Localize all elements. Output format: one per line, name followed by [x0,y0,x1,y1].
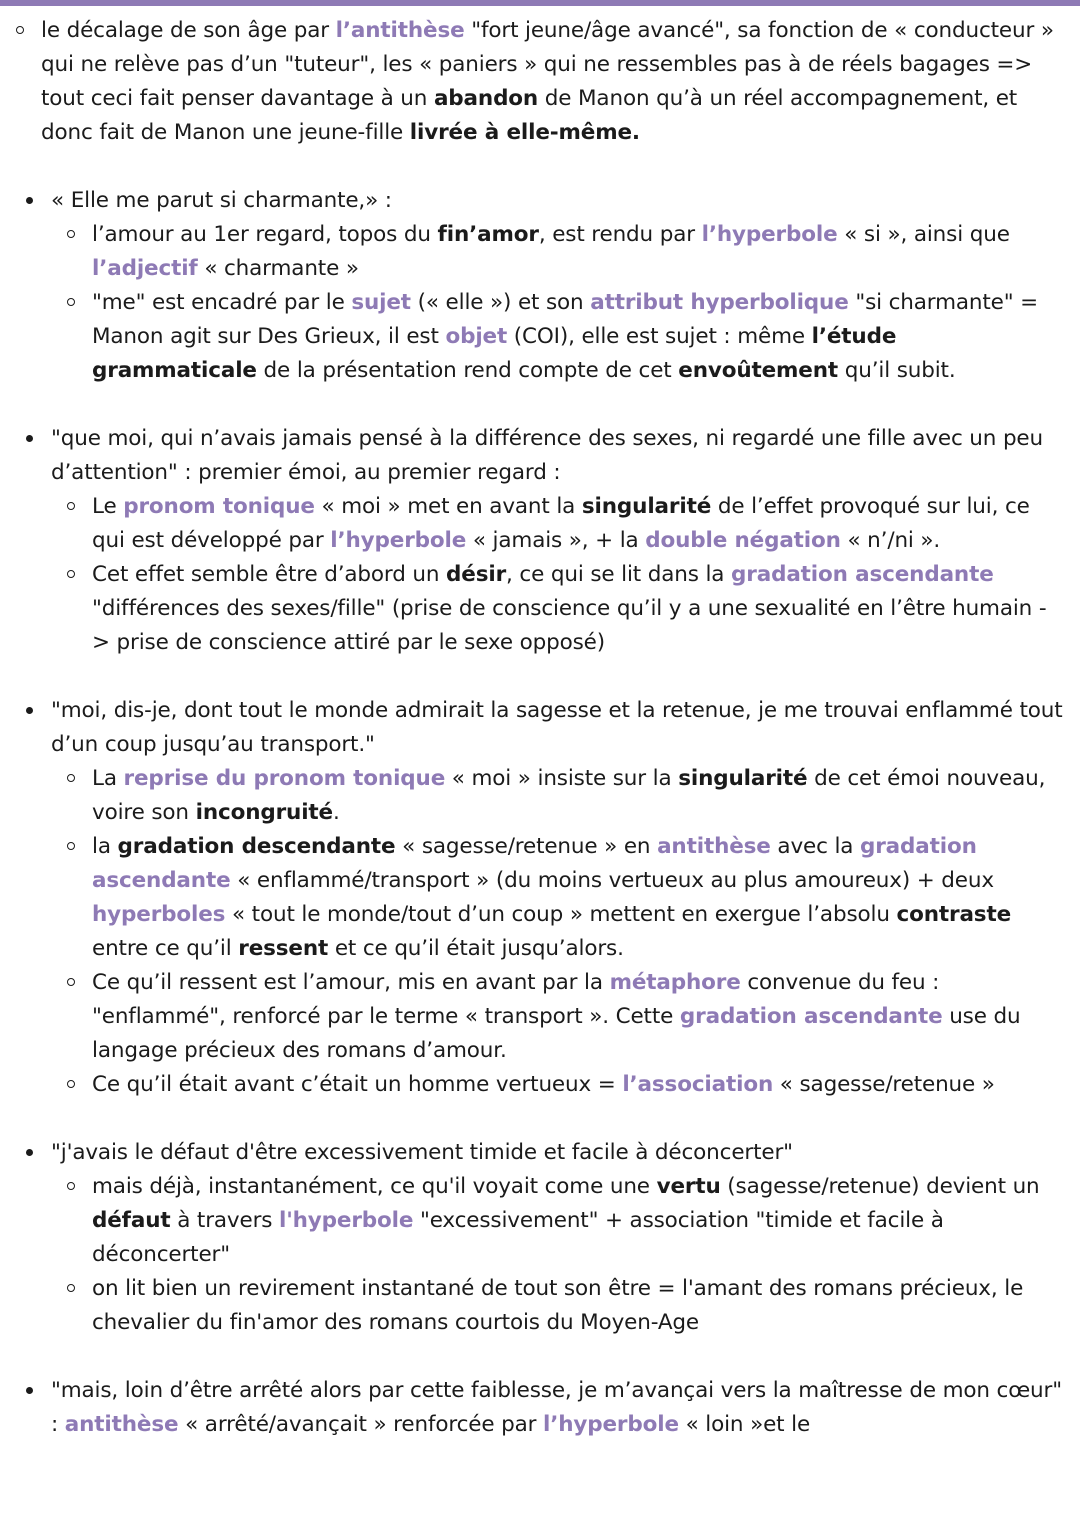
text-run: mais déjà, instantanément, ce qu'il voyait come une [92,1174,657,1199]
text-run: "fort jeune/âge avancé", sa fonction de « conducteur » qui ne relève pas d’un "tuteur", les « paniers » qui ne ressembles pas à de réels bagages => tout ceci fait penser davantage à un [41,18,1054,111]
text-run: "différences des sexes/fille" (prise de conscience qu’il y a une sexualité en l’être humain -> prise de conscience attiré par le sexe opposé) [92,596,1047,655]
highlighted-term: gradation ascendante [92,834,977,893]
highlighted-term: l’adjectif [92,256,198,281]
bullet-list [0,184,1080,1442]
text-run: « jamais », + la [466,528,646,553]
highlighted-term: l’hyperbole [330,528,467,553]
sub-bullet-item [0,762,1070,830]
sub-bullet-list [51,218,1070,388]
text-run: « moi » insiste sur la [445,766,679,791]
text-run: "mais, loin d’être arrêté alors par cette faiblesse, je m’avançai vers la maîtresse de mon cœur" : [51,1378,1062,1437]
sub-bullet-item [0,490,1070,558]
text-run: « sagesse/retenue » en [395,834,658,859]
sub-bullet-item [0,966,1070,1068]
bold-term: vertu [656,1174,721,1199]
text-run: . [333,800,340,825]
bullet-quote [51,694,1070,762]
bullet-item [0,1136,1080,1340]
bold-term: l’étude grammaticale [92,324,897,383]
text-run: de la présentation rend compte de cet [256,358,679,383]
bold-term: désir [446,562,507,587]
text-run: « n’/ni ». [840,528,941,553]
bullet-item [0,1374,1080,1442]
text-run: convenue du feu : "enflammé", renforcé par le terme « transport ». Cette [92,970,940,1029]
sub-bullet-item [0,1272,1070,1340]
text-run: Ce qu’il ressent est l’amour, mis en avant par la [92,970,610,995]
bold-term: contraste [896,902,1012,927]
bullet-quote [51,422,1070,490]
text-run: on lit bien un revirement instantané de tout son être = l'amant des romans précieux, le chevalier du fin'amor des romans courtois du Moyen-Age [92,1276,1024,1335]
highlighted-term: l’hyperbole [542,1412,679,1437]
sub-bullet-list [51,762,1070,1102]
highlighted-term: l'hyperbole [279,1208,414,1233]
bullet-item [0,184,1080,388]
text-run: de l’effet provoqué sur lui, ce qui est développé par [92,494,1030,553]
text-run: Cet effet semble être d’abord un [92,562,447,587]
bold-term: ressent [238,936,329,961]
text-run: « enflammé/transport » (du moins vertueux au plus amoureux) + deux [230,868,994,893]
highlighted-term: l’association [622,1072,774,1097]
sub-bullet-item [0,1068,1070,1102]
sub-bullet-list [51,1170,1070,1340]
text-run: "si charmante" = Manon agit sur Des Grieux, il est [92,290,1039,349]
text-run: de Manon qu’à un réel accompagnement, et donc fait de Manon une jeune-fille [41,86,1018,145]
bold-term: envoûtement [678,358,839,383]
bold-term: incongruité [195,800,333,825]
highlighted-term: double négation [645,528,841,553]
text-run: "me" est encadré par le [92,290,352,315]
bold-term: gradation descendante [117,834,396,859]
text-run: "excessivement" + association "timide et facile à déconcerter" [92,1208,944,1267]
text-run: le décalage de son âge par [41,18,336,43]
sub-bullet-item [0,830,1070,966]
bullet-item [0,694,1080,1102]
highlighted-term: antithèse [657,834,771,859]
text-run: , est rendu par [538,222,702,247]
bullet-quote [51,1374,1070,1442]
text-run: entre ce qu’il [92,936,239,961]
text-run: (sagesse/retenue) devient un [720,1174,1040,1199]
highlighted-term: pronom tonique [123,494,315,519]
text-run: « tout le monde/tout d’un coup » mettent en exergue l’absolu [225,902,897,927]
text-run: (COI), elle est sujet : même [507,324,812,349]
bullet-item [0,422,1080,660]
highlighted-term: objet [445,324,508,349]
bold-term: abandon [433,86,539,111]
bold-term: singularité [581,494,712,519]
highlighted-term: attribut hyperbolique [590,290,849,315]
bold-term: singularité [678,766,808,791]
text-run: use du langage précieux des romans d’amour. [92,1004,1021,1063]
text-run: la [92,834,118,859]
bold-term: défaut [92,1208,171,1233]
text-run: , ce qui se lit dans la [506,562,732,587]
highlighted-term: l’hyperbole [701,222,838,247]
text-run: "moi, dis-je, dont tout le monde admirait la sagesse et la retenue, je me trouvai enflammé tout d’un coup jusqu’au transport." [51,698,1063,757]
highlighted-term: hyperboles [92,902,226,927]
highlighted-term: sujet [351,290,411,315]
sub-bullet-item [0,1170,1070,1272]
highlighted-term: l’antithèse [335,18,465,43]
text-run: "j'avais le défaut d'être excessivement timide et facile à déconcerter" [51,1140,793,1165]
text-run: « Elle me parut si charmante,» : [51,188,392,213]
bullet-quote [51,1136,1070,1170]
highlighted-term: gradation ascendante [731,562,994,587]
text-run: « loin »et le [678,1412,811,1437]
bold-term: fin’amor [437,222,539,247]
bold-term: livrée à elle-même. [409,120,640,145]
sub-bullet-item [0,14,1080,150]
text-run: La [92,766,124,791]
text-run: « arrêté/avançait » renforcée par [178,1412,543,1437]
sub-bullet-item [0,286,1070,388]
text-run: « sagesse/retenue » [773,1072,995,1097]
text-run: avec la [770,834,860,859]
text-run: (« elle ») et son [410,290,591,315]
highlighted-term: gradation ascendante [679,1004,943,1029]
text-run: à travers [170,1208,279,1233]
continued-section [0,14,1080,150]
text-run: de cet émoi nouveau, voire son [92,766,1046,825]
top-accent-bar [0,0,1080,6]
sub-bullet-item [0,558,1070,660]
text-run: l’amour au 1er regard, topos du [92,222,438,247]
highlighted-term: métaphore [609,970,741,995]
highlighted-term: antithèse [64,1412,179,1437]
text-run: "que moi, qui n’avais jamais pensé à la différence des sexes, ni regardé une fille avec un peu d’attention" : premier émoi, au premier regard : [51,426,1043,485]
sub-bullet-list [0,14,1080,150]
text-run: « charmante » [197,256,359,281]
sub-bullet-list [51,490,1070,660]
text-run: Le [92,494,124,519]
text-run: « moi » met en avant la [314,494,582,519]
text-run: qu’il subit. [838,358,956,383]
sub-bullet-item [0,218,1070,286]
text-run: « si », ainsi que [837,222,1010,247]
bullet-quote [51,184,1070,218]
document-body [0,14,1080,1476]
text-run: et ce qu’il était jusqu’alors. [328,936,624,961]
highlighted-term: reprise du pronom tonique [123,766,446,791]
text-run: Ce qu’il était avant c’était un homme vertueux = [92,1072,623,1097]
